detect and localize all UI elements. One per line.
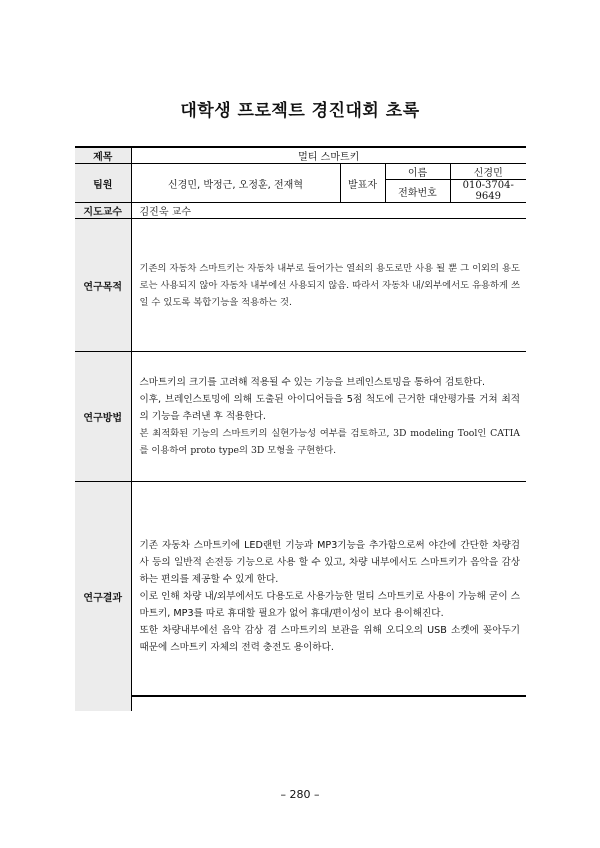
presenter-label: 발표자 — [340, 164, 385, 203]
method-paragraph-1: 스마트키의 크기를 고려해 적용될 수 있는 기능을 브레인스토밍을 통하여 검토한다. — [139, 377, 486, 388]
result-paragraph-2: 이로 인해 차량 내/외부에서도 다용도로 사용가능한 멀티 스마트키로 사용이 가능해 굳이 스마트키, MP3를 따로 휴대할 필요가 없어 휴대/편이성이 보다 용이해진다. — [139, 590, 520, 619]
result-paragraph-1: 기존 자동차 스마트키에 LED랜턴 기능과 MP3기능을 추가함으로써 야간에 간단한 차량검사 등의 일반적 손전등 기능으로 사용 할 수 있고, 차량 내부에서도 스마트키가 음악을 감상하는 편의를 제공할 수 있게 한다. — [139, 539, 520, 585]
advisor-row — [75, 203, 526, 219]
purpose-label: 연구목적 — [75, 219, 131, 352]
result-label: 연구결과 — [75, 482, 131, 711]
abstract-table — [75, 148, 526, 711]
phone-label: 전화번호 — [386, 180, 451, 203]
page-number: – 280 – — [280, 788, 320, 801]
advisor-label: 지도교수 — [75, 203, 131, 219]
subject-row — [75, 148, 526, 164]
subject-label: 제목 — [75, 148, 131, 164]
team-row — [75, 164, 526, 203]
result-paragraph-3: 또한 차량내부에선 음악 감상 겸 스마트키의 보관을 위해 오디오의 USB 소켓에 꽂아두기 때문에 스마트키 자체의 전력 충전도 용이하다. — [139, 624, 520, 653]
name-label: 이름 — [386, 164, 451, 180]
presenter-info — [385, 164, 526, 203]
result-row — [75, 482, 526, 711]
method-row — [75, 352, 526, 482]
method-paragraph-3: 본 최적화된 기능의 스마트키의 실현가능성 여부를 검토하고, 3D modeling Tool인 CATIA를 이용하여 proto type의 3D 모형을 구현한다. — [139, 428, 520, 456]
phone-value: 010-3704-9649 — [450, 180, 526, 203]
purpose-paragraph: 기존의 자동차 스마트키는 자동차 내부로 들어가는 열쇠의 용도로만 사용 될 뿐 그 이외의 용도로는 사용되지 않아 자동차 내부에선 사용되지 않음. 따라서 자동차 내/외부에서도 유용하게 쓰일 수 있도록 복합기능을 적용하는 것. — [139, 262, 520, 308]
page-title: 대학생 프로젝트 경진대회 초록 — [180, 101, 420, 121]
subject-value: 멀티 스마트키 — [131, 148, 526, 164]
abstract-form — [75, 146, 526, 697]
name-value: 신경민 — [450, 164, 526, 180]
result-body — [131, 482, 526, 711]
advisor-value: 김진욱 교수 — [131, 203, 526, 219]
purpose-row — [75, 219, 526, 352]
purpose-body — [131, 219, 526, 352]
method-paragraph-2: 이후, 브레인스토밍에 의해 도출된 아이디어들을 5점 척도에 근거한 대안평가를 거쳐 최적의 기능을 추려낸 후 적용한다. — [139, 394, 520, 422]
method-label: 연구방법 — [75, 352, 131, 482]
team-label: 팀원 — [75, 164, 131, 203]
method-body — [131, 352, 526, 482]
presenter-subtable — [386, 164, 527, 202]
team-value: 신경민, 박정근, 오정훈, 전재혁 — [131, 164, 340, 203]
